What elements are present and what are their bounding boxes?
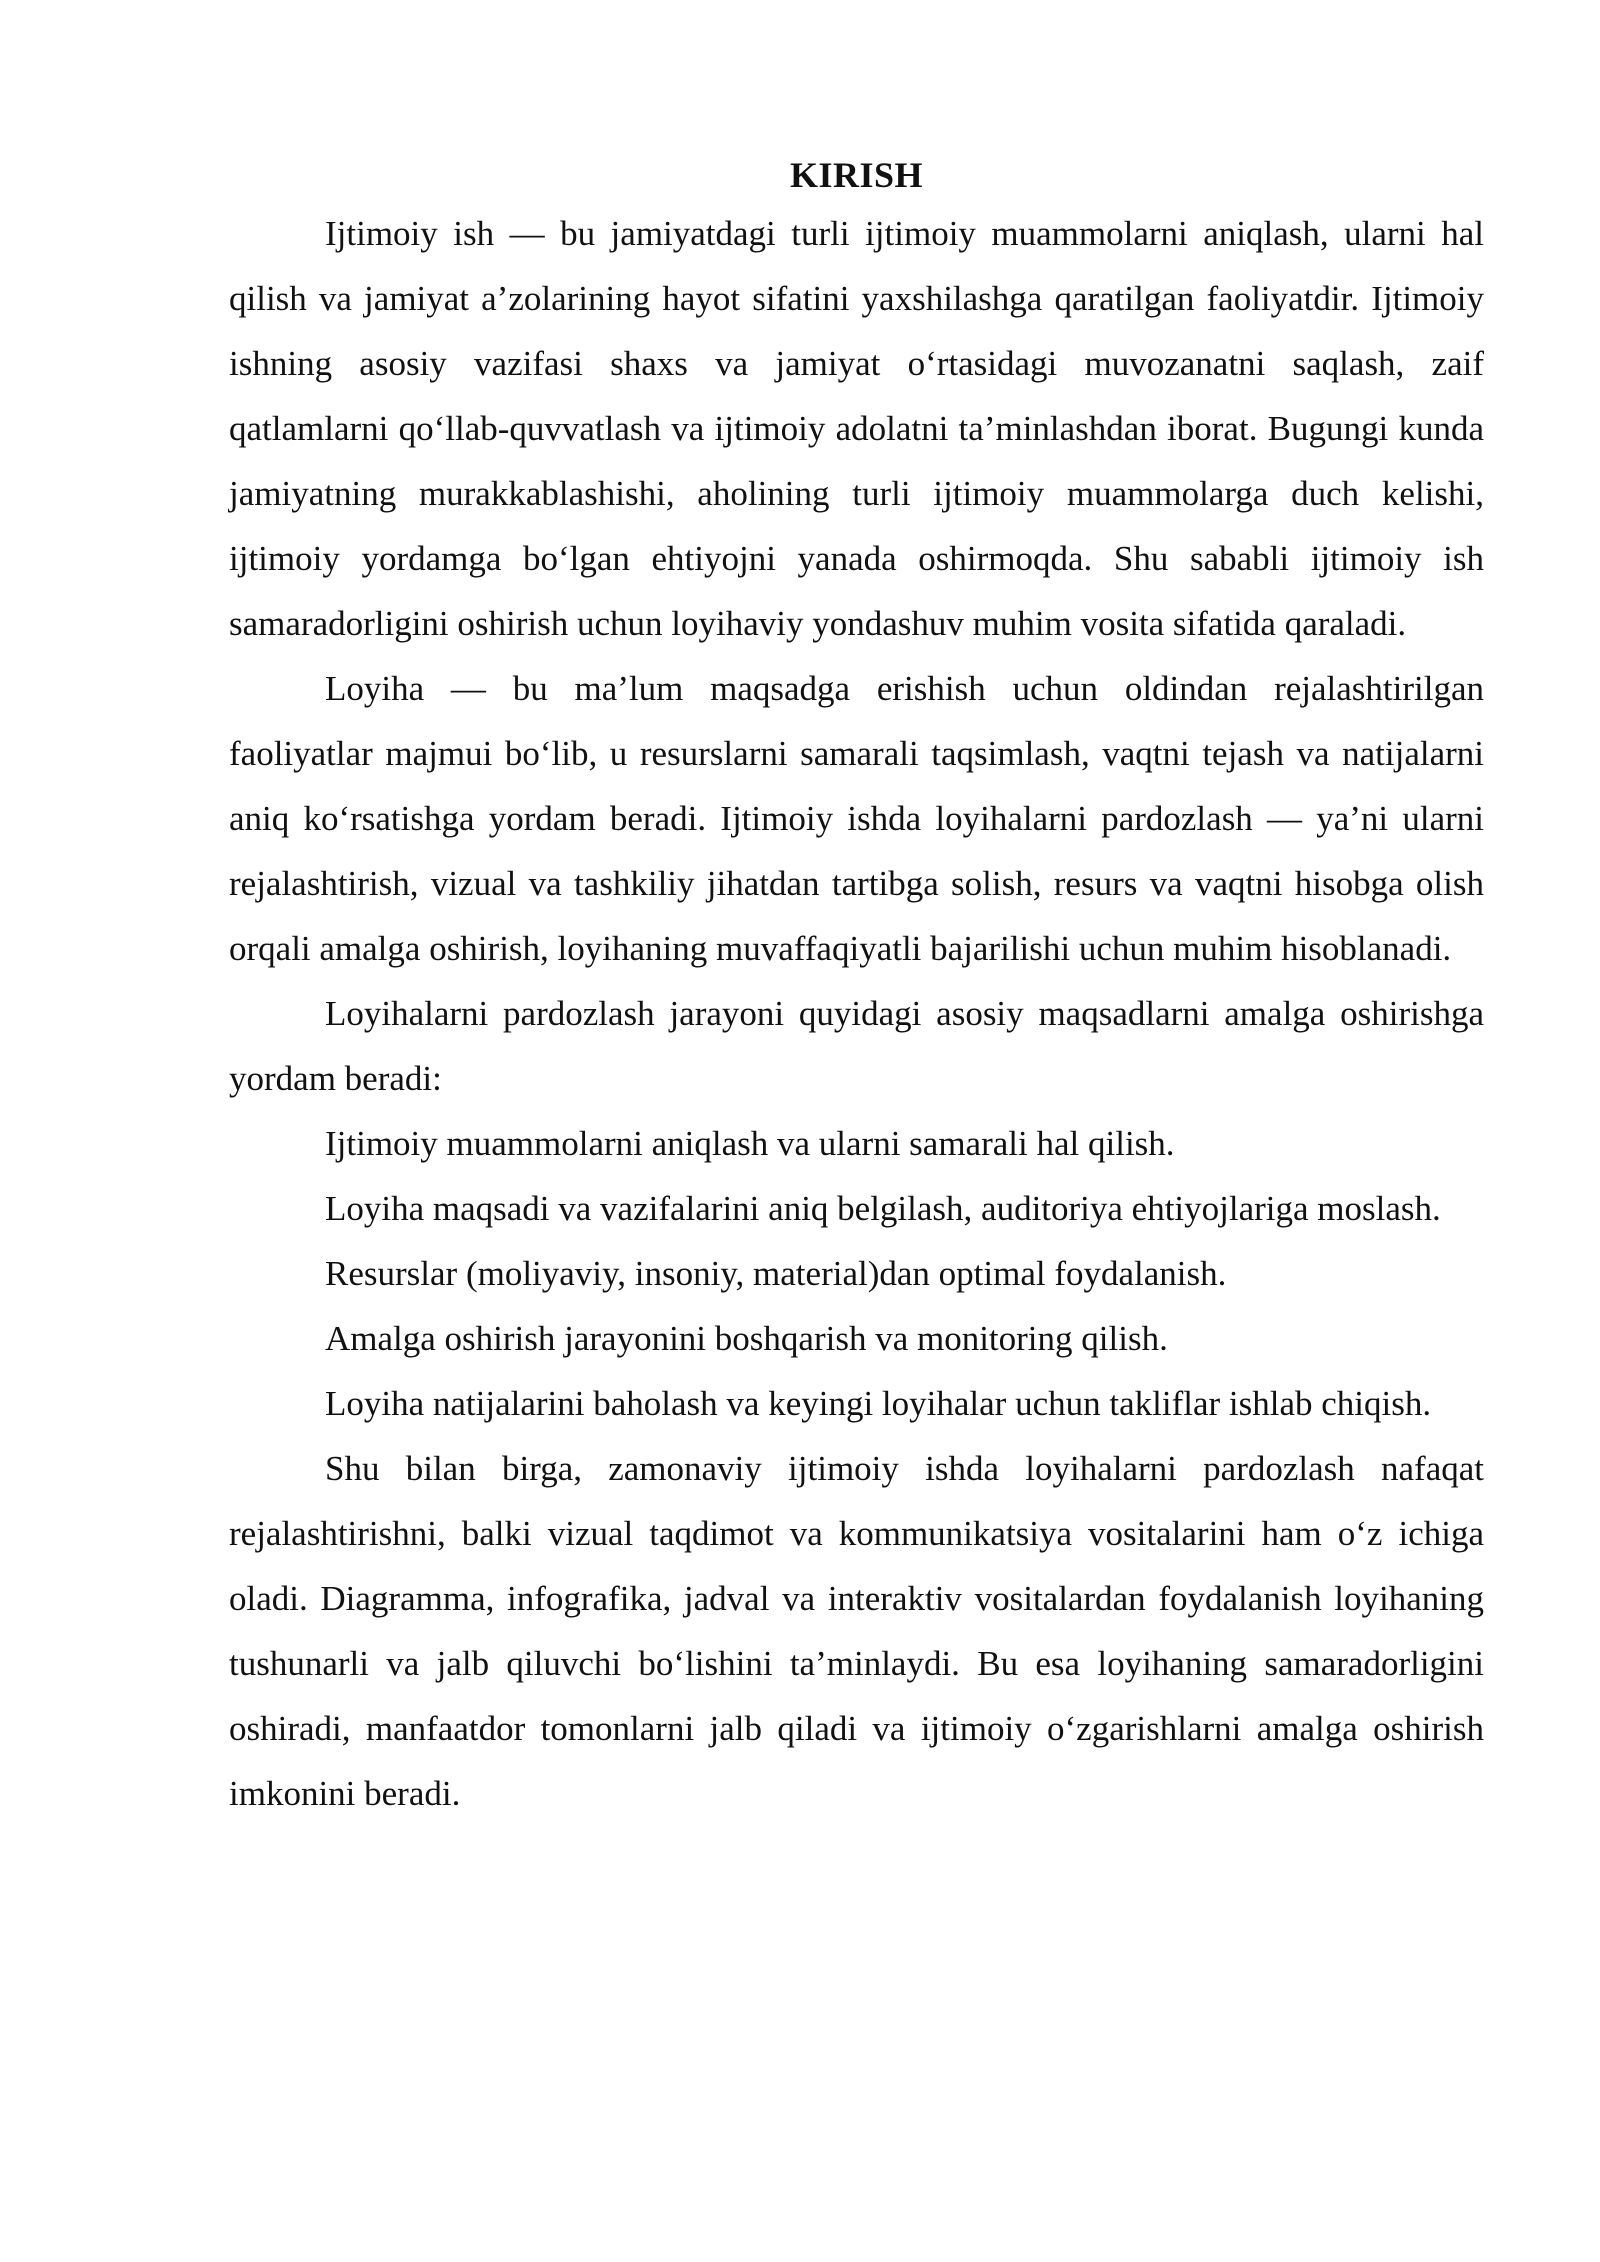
paragraph-intro-social-work: Ijtimoiy ish — bu jamiyatdagi turli ijtimoiy muammolarni aniqlash, ularni hal qilish va jamiyat a’zolarining hayot sifatini yaxshilashga qaratilgan faoliyatdir. Ijtimoiy ishning asosiy vazifasi shaxs va jamiyat o‘rtasidagi muvozanatni saqlash, zaif qatlamlarni qo‘llab-quvvatlash va ijtimoiy adolatni ta’minlashdan iborat. Bugungi kunda jamiyatning murakkablashishi, aholining turli ijtimoiy muammolarga duch kelishi, ijtimoiy yordamga bo‘lgan ehtiyojni yanada oshirmoqda. Shu sababli ijtimoiy ish samaradorligini oshirish uchun loyihaviy yondashuv muhim vosita sifatida qaraladi. <box>229 214 1484 643</box>
paragraph-goal-item: Resurslar (moliyaviy, insoniy, material)dan optimal foydalanish. <box>325 1254 1227 1293</box>
paragraph-goal-item: Loyiha maqsadi va vazifalarini aniq belgilash, auditoriya ehtiyojlariga moslash. <box>325 1189 1441 1228</box>
body-text <box>229 201 1484 1826</box>
paragraph-goal-item: Ijtimoiy muammolarni aniqlash va ularni samarali hal qilish. <box>325 1124 1175 1163</box>
paragraph-project-definition: Loyiha — bu ma’lum maqsadga erishish uchun oldindan rejalashtirilgan faoliyatlar majmui bo‘lib, u resurslarni samarali taqsimlash, vaqtni tejash va natijalarni aniq ko‘rsatishga yordam beradi. Ijtimoiy ishda loyihalarni pardozlash — ya’ni ularni rejalashtirish, vizual va tashkiliy jihatdan tartibga solish, resurs va vaqtni hisobga olish orqali amalga oshirish, loyihaning muvaffaqiyatli bajarilishi uchun muhim hisoblanadi. <box>229 669 1484 968</box>
page-title: KIRISH <box>789 155 924 195</box>
paragraph-goal-item: Amalga oshirish jarayonini boshqarish va monitoring qilish. <box>325 1319 1168 1358</box>
paragraph-modern-approach: Shu bilan birga, zamonaviy ijtimoiy ishda loyihalarni pardozlash nafaqat rejalashtirishni, balki vizual taqdimot va kommunikatsiya vositalarini ham o‘z ichiga oladi. Diagramma, infografika, jadval va interaktiv vositalardan foydalanish loyihaning tushunarli va jalb qiluvchi bo‘lishini ta’minlaydi. Bu esa loyihaning samaradorligini oshiradi, manfaatdor tomonlarni jalb qiladi va ijtimoiy o‘zgarishlarni amalga oshirish imkonini beradi. <box>229 1449 1484 1813</box>
paragraph-goal-item: Loyiha natijalarini baholash va keyingi loyihalar uchun takliflar ishlab chiqish. <box>325 1384 1432 1423</box>
paragraph-goals-lead: Loyihalarni pardozlash jarayoni quyidagi asosiy maqsadlarni amalga oshirishga yordam beradi: <box>229 994 1484 1098</box>
